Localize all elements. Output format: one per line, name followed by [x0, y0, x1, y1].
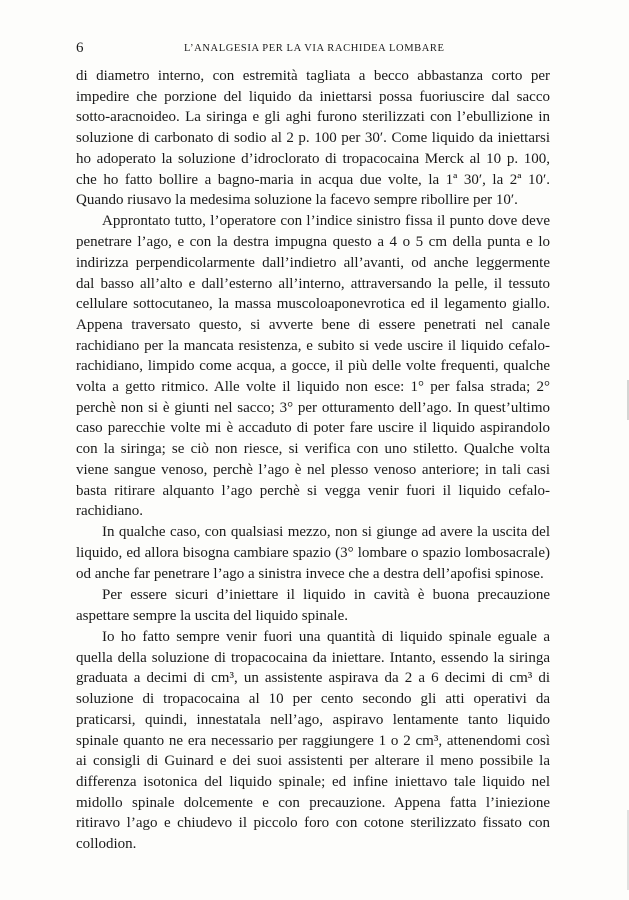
paragraph-no-fluid-case: In qualche caso, con qualsiasi mezzo, non si giunge ad avere la uscita del liquido, ed allora bisogna cambiare spazio (3° lombare o spazio lombosacrale) od anche far penetrare l’ago a sinistra invece che a destra dell’apofisi spinose.	[76, 524, 550, 582]
body-text	[76, 66, 550, 855]
page-number: 6	[76, 40, 84, 56]
paragraph-needle-insertion: Approntato tutto, l’operatore con l’indice sinistro fissa il punto dove deve penetrare l’ago, e con la destra impugna questo a 4 o 5 cm della punta e lo indirizza perpendicolarmente dall’indietro all’avanti, od anche leggermente dal basso all’alto e dall’esterno all’interno, attraversando la pelle, il tessuto cellulare sottocutaneo, la massa muscoloaponevrotica ed il legamento giallo. Appena traversato questo, si avverte bene di essere penetrati nel canale rachidiano per la mancata resistenza, e subito si vede uscire il liquido cefalo-rachidiano, limpido come acqua, a gocce, il più delle volte frequenti, qualche volta a getto ritmico. Alle volte il liquido non esce: 1° per falsa strada; 2° perchè non si è giunti nel sacco; 3° per otturamento dell’ago. In quest’ultimo caso parecchie volte mi è accaduto di poter fare uscire il liquido aspirandolo con la siringa; se ciò non riesce, si verifica con uno stiletto. Qualche volta viene sangue venoso, perchè l’ago è nel plesso venoso anteriore; in tali casi basta ritirare alquanto l’ago perchè si vegga venir fuori il liquido cefalo-rachidiano.	[76, 213, 550, 520]
running-title: L’ANALGESIA PER LA VIA RACHIDEA LOMBARE	[184, 43, 445, 54]
page-header	[76, 40, 556, 60]
paragraph-precaution: Per essere sicuri d’iniettare il liquido in cavità è buona precauzione aspettare sempre la uscita del liquido spinale.	[76, 587, 550, 624]
paragraph-continuation: di diametro interno, con estremità tagliata a becco abbastanza corto per impedire che porzione del liquido da iniettarsi possa fuoriuscire dal sacco sotto-aracnoideo. La siringa e gli aghi furono sterilizzati con l’ebullizione in soluzione di carbonato di sodio al 2 p. 100 per 30′. Come liquido da iniettarsi ho adoperato la soluzione d’idroclorato di tropacocaina Merck al 10 p. 100, che ho fatto bollire a bagno-maria in acqua due volte, la 1ª 30′, la 2ª 10′. Quando riusavo la medesima soluzione la facevo sempre ribollire per 10′.	[76, 68, 550, 209]
paragraph-injection-procedure: Io ho fatto sempre venir fuori una quantità di liquido spinale eguale a quella della soluzione di tropacocaina da iniettare. Intanto, essendo la siringa graduata a decimi di cm³, un assistente aspirava da 2 a 6 decimi di cm³ di soluzione di tropacocaina al 10 per cento secondo gli atti operativi da praticarsi, quindi, innestatala nell’ago, aspiravo lentamente tanto liquido spinale quanto ne era necessario per raggiungere 1 o 2 cm³, attenendomi così ai consigli di Guinard e dei suoi assistenti per alterare il meno possibile la differenza isotonica del liquido spinale; ed infine iniettavo tale liquido nel midollo spinale dolcemente e con precauzione. Appena fatta l’iniezione ritiravo l’ago e chiudevo il piccolo foro con cotone sterilizzato fissato con collodion.	[76, 628, 550, 853]
